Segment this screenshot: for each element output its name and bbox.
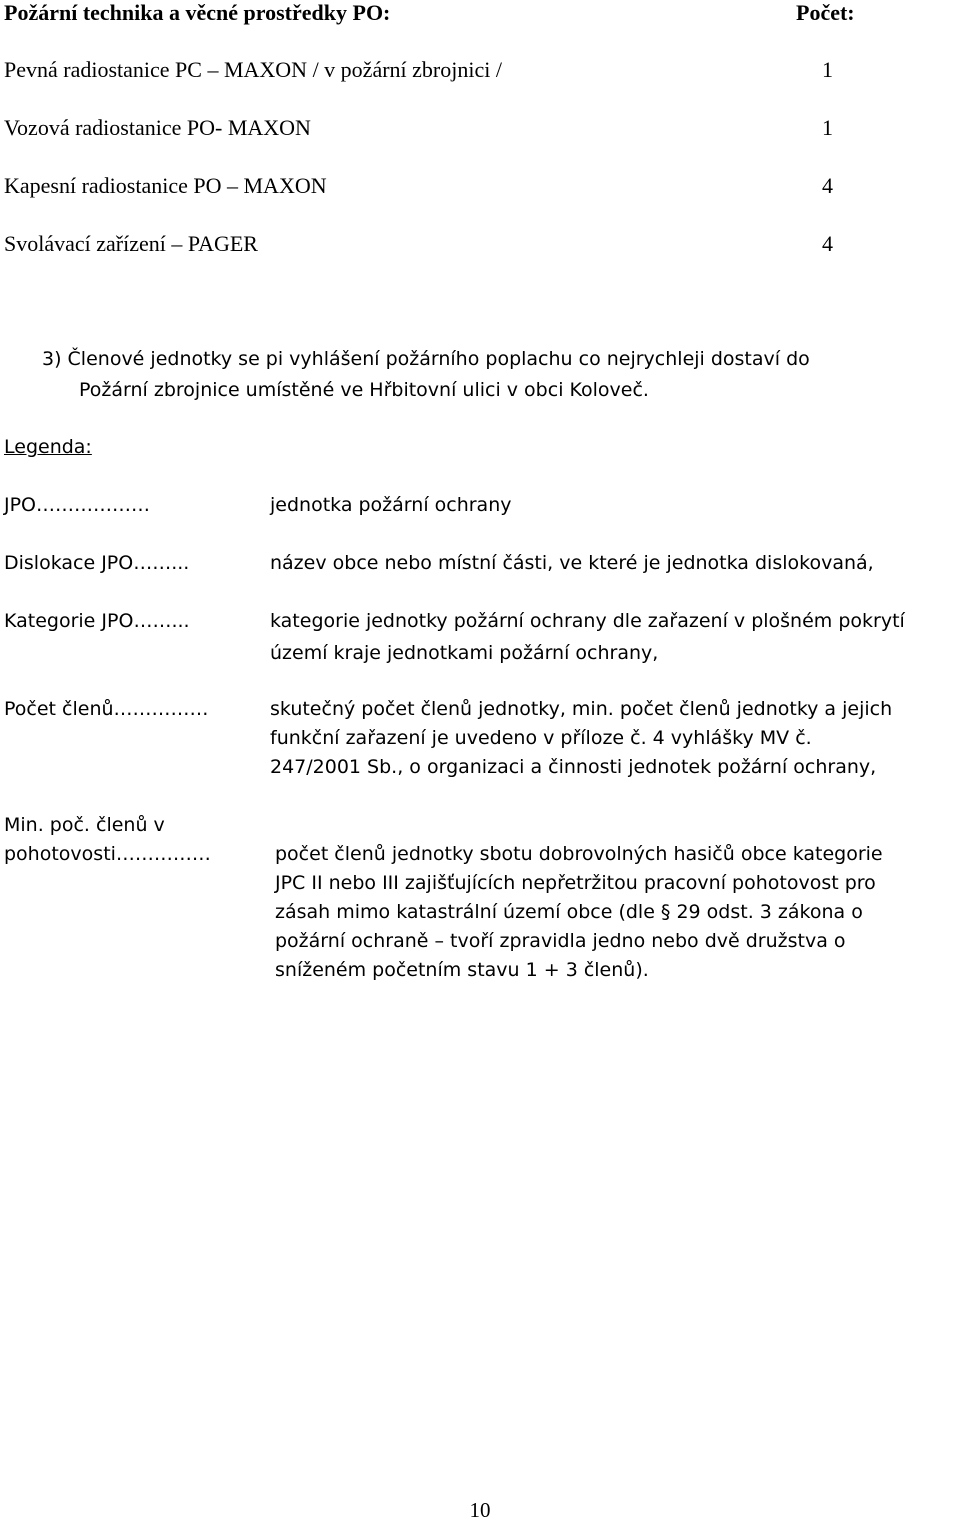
- legend-term-pocet: [4, 696, 209, 722]
- legend-term-dislokace: [4, 550, 189, 576]
- table-row-count: 4: [822, 173, 833, 198]
- table-header-item: Požární technika a věcné prostředky PO:: [4, 0, 391, 25]
- legend-term-min-line1: Min. poč. členů v: [4, 814, 165, 836]
- table-row-item: Pevná radiostanice PC – MAXON / v požární zbrojnici /: [4, 57, 502, 82]
- legend-term: Dislokace JPO: [4, 552, 134, 574]
- legend-term: pohotovosti: [4, 843, 116, 865]
- legend-def-jpo: jednotka požární ochrany: [270, 494, 512, 516]
- legend-def-pocet-3: 247/2001 Sb., o organizaci a činnosti jednotek požární ochrany,: [270, 756, 877, 778]
- point3-line1: 3) Členové jednotky se pi vyhlášení požárního poplachu co nejrychleji dostaví do: [42, 348, 810, 370]
- legend-dots: ……...: [133, 552, 190, 574]
- legend-def-min-1: počet členů jednotky sbotu dobrovolných hasičů obce kategorie: [275, 843, 883, 865]
- legend-def-min-3: zásah mimo katastrální území obce (dle § 29 odst. 3 zákona o: [275, 901, 863, 923]
- legend-term-min: [4, 841, 211, 867]
- legend-dots: ……...: [133, 610, 190, 632]
- legend-term-kategorie: [4, 608, 190, 634]
- page-number: 10: [469, 1498, 491, 1522]
- legend-def-dislokace: název obce nebo místní části, ve které je jednotka dislokovaná,: [270, 552, 874, 574]
- table-row-count: 4: [822, 231, 833, 256]
- legend-def-min-5: sníženém početním stavu 1 + 3 členů).: [275, 959, 649, 981]
- legend-term: JPO: [4, 494, 37, 516]
- point3-line2: Požární zbrojnice umístěné ve Hřbitovní ulici v obci Koloveč.: [79, 379, 649, 401]
- legend-def-pocet-1: skutečný počet členů jednotky, min. počet členů jednotky a jejich: [270, 698, 893, 720]
- table-row-item: Svolávací zařízení – PAGER: [4, 231, 258, 256]
- table-header-count: Počet:: [796, 0, 855, 25]
- table-row-count: 1: [822, 57, 833, 82]
- table-row-count: 1: [822, 115, 833, 140]
- legend-def-min-2: JPC II nebo III zajišťujících nepřetržitou pracovní pohotovost pro: [275, 872, 876, 894]
- legend-dots: ………………: [36, 494, 151, 516]
- legend-def-pocet-2: funkční zařazení je uvedeno v příloze č. 4 vyhlášky MV č.: [270, 727, 812, 749]
- legend-def-min-4: požární ochraně – tvoří zpravidla jedno nebo dvě družstva o: [275, 930, 846, 952]
- legend-title: Legenda:: [4, 436, 92, 458]
- legend-dots: ……………: [115, 843, 211, 865]
- legend-term: Kategorie JPO: [4, 610, 134, 632]
- table-row-item: Kapesní radiostanice PO – MAXON: [4, 173, 327, 198]
- legend-dots: ……………: [113, 698, 209, 720]
- table-row-item: Vozová radiostanice PO- MAXON: [4, 115, 311, 140]
- legend-term: Počet členů: [4, 698, 114, 720]
- legend-def-kategorie-2: území kraje jednotkami požární ochrany,: [270, 642, 659, 664]
- legend-def-kategorie-1: kategorie jednotky požární ochrany dle zařazení v plošném pokrytí: [270, 610, 905, 632]
- legend-term-jpo: [4, 492, 150, 518]
